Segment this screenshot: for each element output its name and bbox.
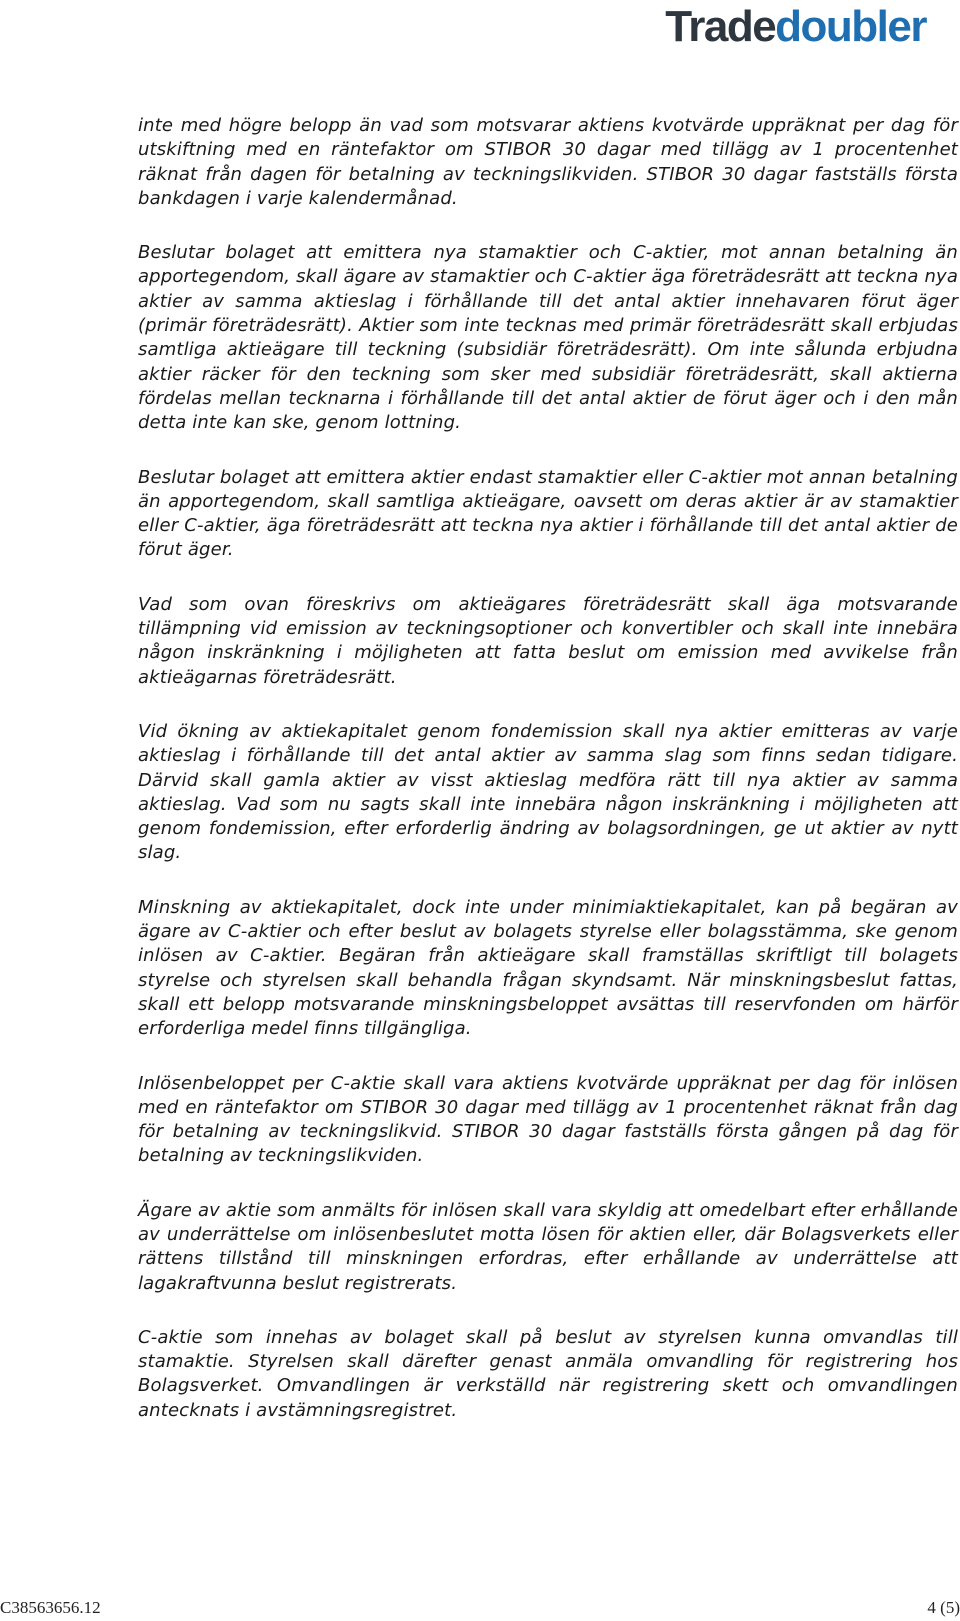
paragraph: Minskning av aktiekapitalet, dock inte under minimiaktiekapitalet, kan på begäran av ägare av C-aktier och efter beslut av bolagets styrelse eller bolagsstämma, ske genom inlösen av C-aktier. Begäran från aktieägare skall framställas skriftligt till bolagets styrelse och styrelsen skall behandla frågan skyndsamt. När minskningsbeslut fattas, skall ett belopp motsvarande minskningsbeloppet avsättas till reservfonden om härför erforderliga medel finns tillgängliga. bbox=[138, 896, 958, 1040]
paragraph: Beslutar bolaget att emittera nya stamaktier och C-aktier, mot annan betalning än apportegendom, skall ägare av stamaktier och C-aktier äga företrädesrätt att teckna nya aktier av samma aktieslag i förhållande till det antal aktier innehavaren förut äger (primär företrädesrätt). Aktier som inte tecknas med primär företrädesrätt skall erbjudas samtliga aktieägare till teckning (subsidiär företrädesrätt). Om inte sålunda erbjudna aktier räcker för den teckning som sker med subsidiär företrädesrätt, skall aktierna fördelas mellan tecknarna i förhållande till det antal aktier de förut äger och i den mån detta inte kan ske, genom lottning. bbox=[138, 242, 958, 434]
document-id: C38563656.12 bbox=[0, 1598, 101, 1617]
paragraph: C-aktie som innehas av bolaget skall på beslut av styrelsen kunna omvandlas till stamaktie. Styrelsen skall därefter genast anmäla omvandling för registrering hos Bolagsverket. Omvandlingen är verkställd när registrering skett och omvandlingen antecknats i avstämningsregistret. bbox=[138, 1326, 958, 1421]
paragraph: inte med högre belopp än vad som motsvarar aktiens kvotvärde uppräknat per dag för utskiftning med en räntefaktor om STIBOR 30 dagar med tillägg av 1 procentenhet räknat från dagen för betalning av teckningslikviden. STIBOR 30 dagar fastställs första bankdagen i varje kalendermånad. bbox=[138, 115, 958, 209]
paragraph: Beslutar bolaget att emittera aktier endast stamaktier eller C-aktier mot annan betalning än apportegendom, skall samtliga aktieägare, oavsett om deras aktier är av stamaktier eller C-aktier, äga företrädesrätt att teckna nya aktier i förhållande till det antal aktier de förut äger. bbox=[138, 466, 958, 561]
paragraph: Inlösenbeloppet per C-aktie skall vara aktiens kvotvärde uppräknat per dag för inlösen med en räntefaktor om STIBOR 30 dagar med tillägg av 1 procentenhet räknat från dag för betalning av teckningslikvid. STIBOR 30 dagar fastställs första gången på dag för betalning av teckningslikviden. bbox=[138, 1072, 958, 1167]
tradedoubler-logo bbox=[665, 2, 926, 52]
paragraph: Vid ökning av aktiekapitalet genom fondemission skall nya aktier emitteras av varje aktieslag i förhållande till det antal aktier av samma slag som finns sedan tidigare. Därvid skall gamla aktier av visst aktieslag medföra rätt till nya aktier av samma aktieslag. Vad som nu sagts skall inte innebära någon inskränkning i möjligheten att genom fondemission, efter erforderlig ändring av bolagsordningen, ge ut aktier av nytt slag. bbox=[138, 720, 958, 864]
paragraph: Vad som ovan föreskrivs om aktieägares företrädesrätt skall äga motsvarande tillämpning vid emission av teckningsoptioner och konvertibler och skall inte innebära någon inskränkning i möjligheten att fatta beslut om emission med avvikelse från aktieägarnas företrädesrätt. bbox=[138, 593, 958, 688]
paragraph: Ägare av aktie som anmälts för inlösen skall vara skyldig att omedelbart efter erhållande av underrättelse om inlösenbeslutet motta lösen för aktien eller, där Bolagsverkets eller rättens tillstånd till minskningen erfordras, efter erhållande av underrättelse att lagakraftvunna beslut registrerats. bbox=[138, 1199, 958, 1294]
logo-text-doubler: doubler bbox=[775, 2, 926, 51]
document-body bbox=[138, 114, 958, 1453]
logo-text-trade: Trade bbox=[665, 2, 776, 51]
page-number: 4 (5) bbox=[927, 1598, 960, 1617]
